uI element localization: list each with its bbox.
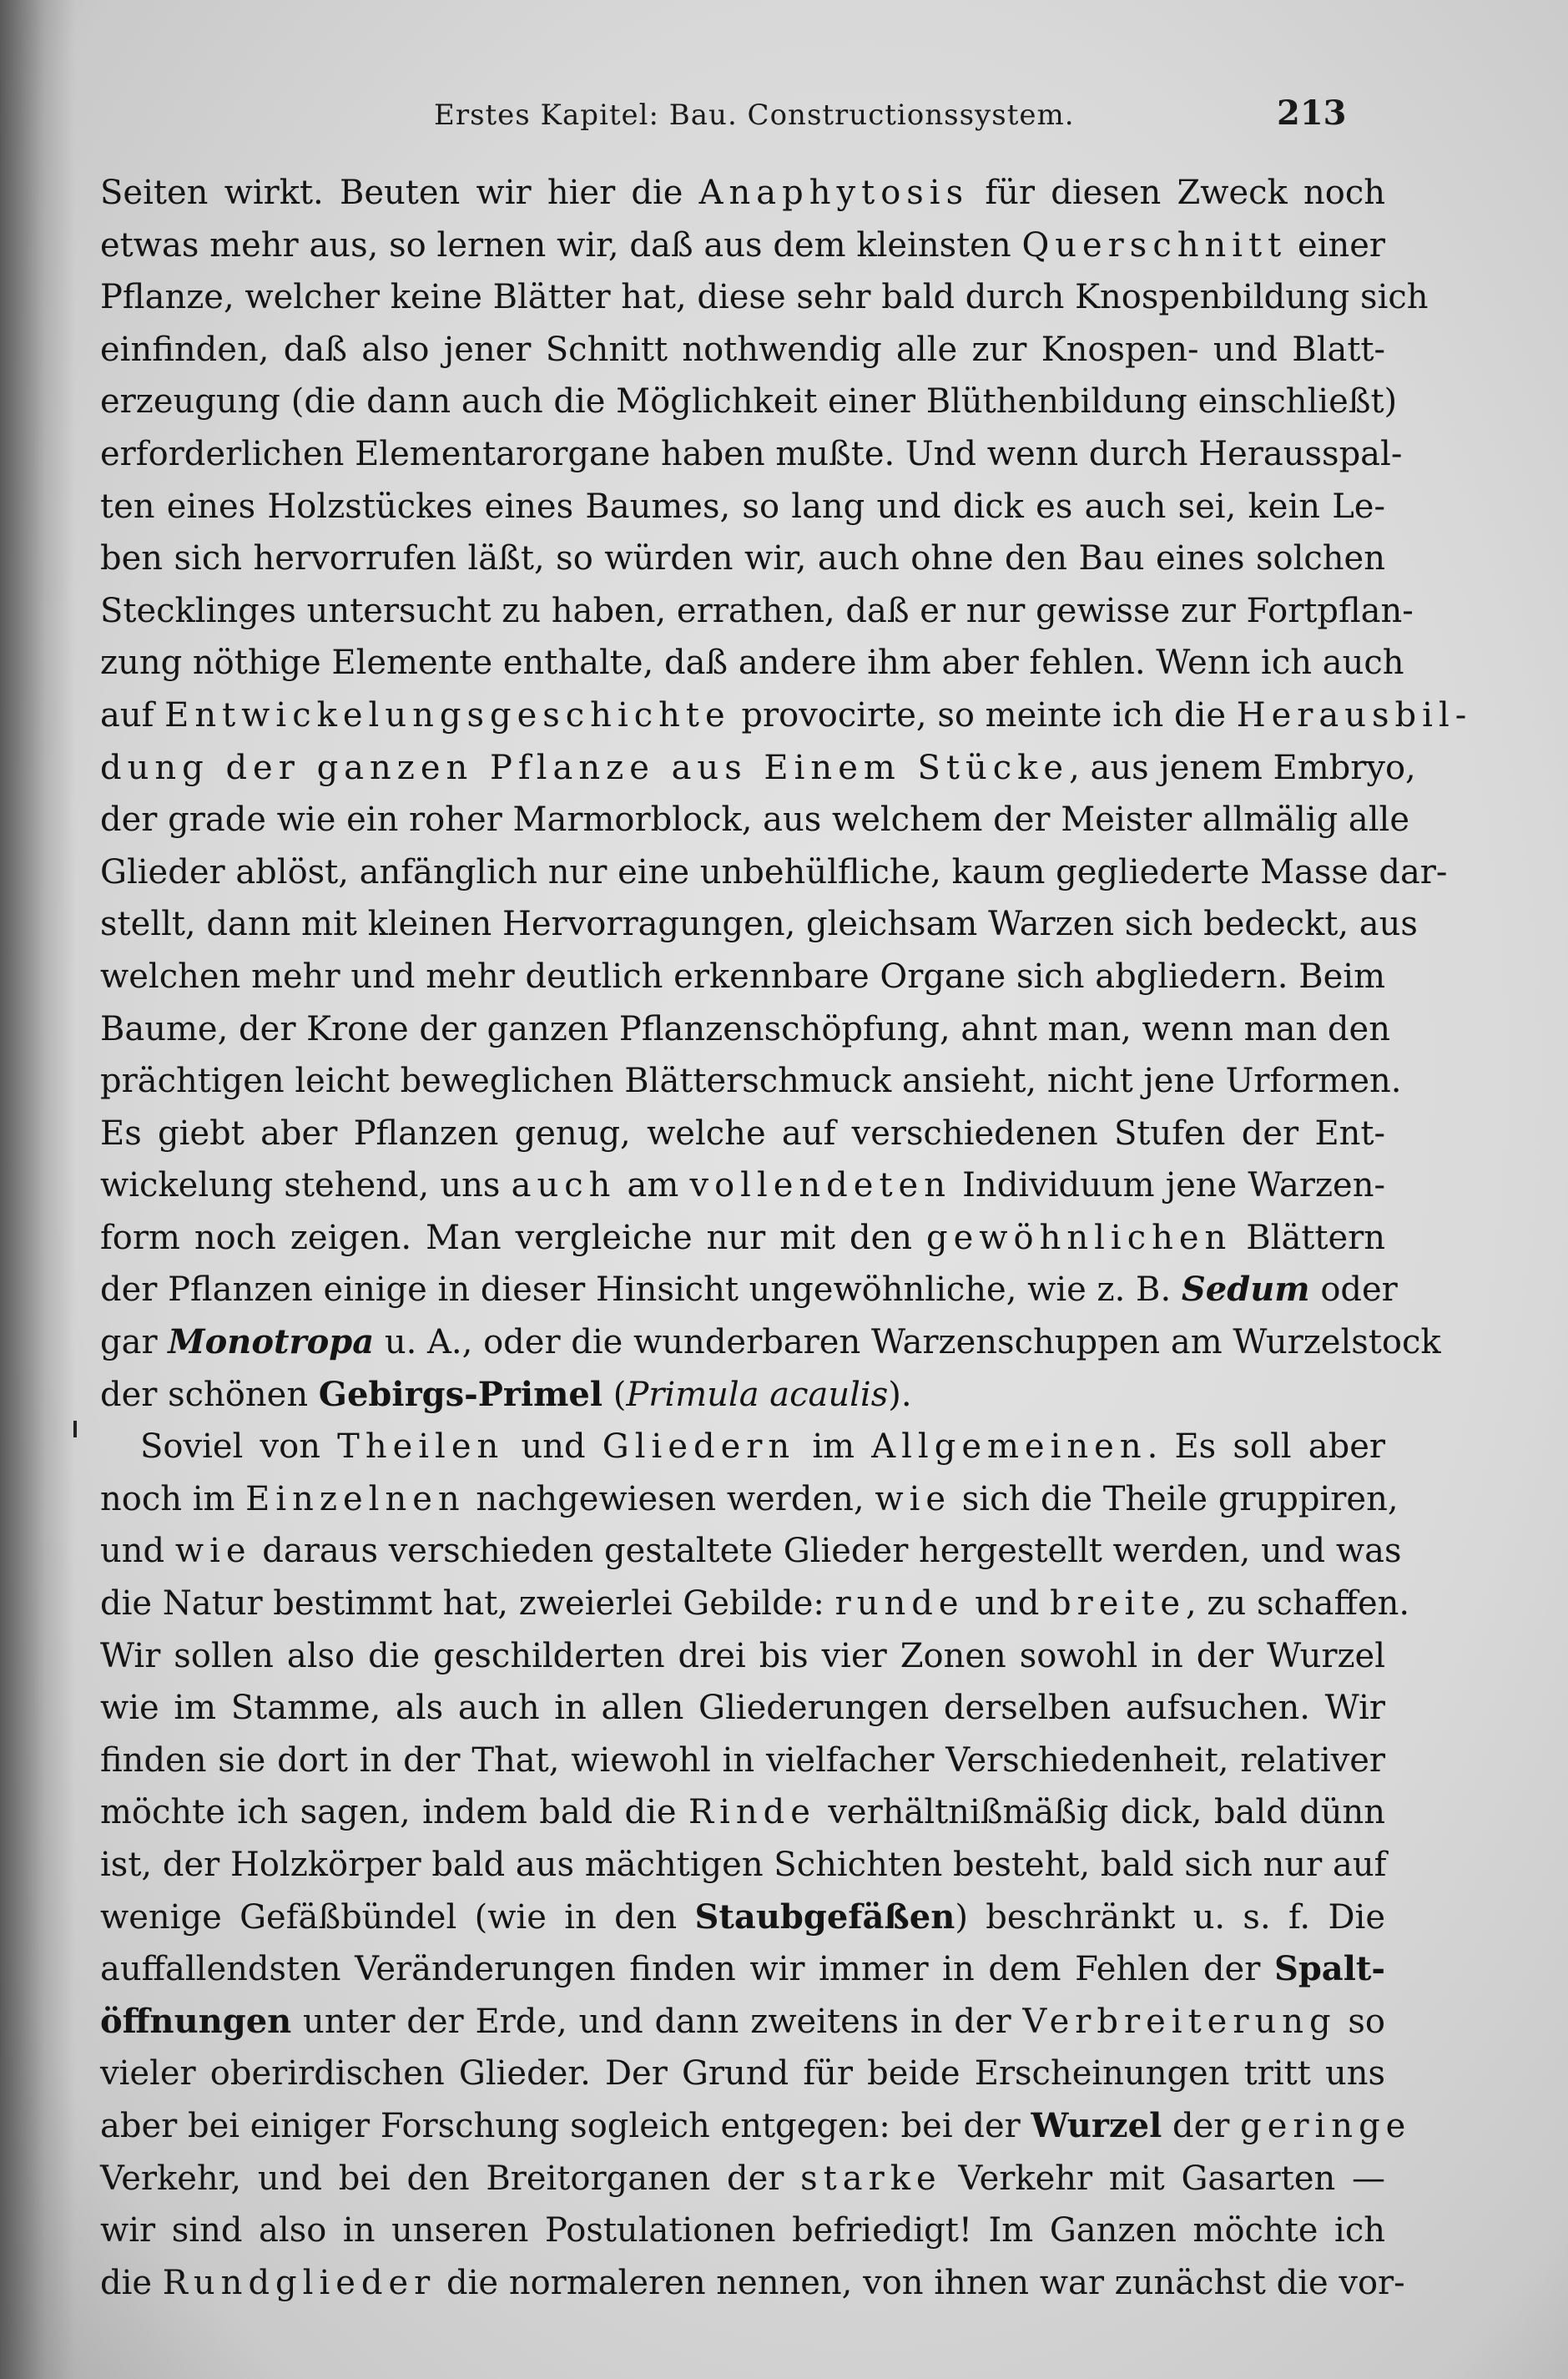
text-line bbox=[100, 1108, 1385, 1160]
text-line bbox=[100, 167, 1385, 220]
emphasized-text: Entwickelungsgeschichte bbox=[164, 695, 731, 735]
text-segment: der grade wie ein roher Marmorblock, aus welchem der Meister allmälig alle bbox=[100, 801, 1410, 840]
text-line bbox=[100, 2048, 1385, 2100]
text-segment: der Pflanzen einige in dieser Hinsicht ungewöhnliche, wie z. B. bbox=[100, 1270, 1182, 1310]
text-line bbox=[100, 1003, 1390, 1056]
text-segment: etwas mehr aus, so lernen wir, daß aus dem kleinsten bbox=[100, 225, 1022, 265]
emphasized-text: wie bbox=[174, 1532, 252, 1571]
text-segment: im bbox=[795, 1427, 872, 1467]
text-line bbox=[100, 1316, 1441, 1369]
emphasized-text: Anaphytosis bbox=[698, 174, 970, 212]
emphasized-text: Verbreiterung bbox=[1022, 2002, 1337, 2041]
emphasized-text: Querschnitt bbox=[1021, 225, 1288, 265]
emphasized-text: Staubgefäßen bbox=[694, 1897, 955, 1937]
text-segment: ). bbox=[888, 1375, 912, 1414]
emphasized-text: Rinde bbox=[688, 1793, 816, 1832]
text-line bbox=[100, 1682, 1385, 1735]
text-line bbox=[100, 637, 1404, 689]
text-segment: Soviel von bbox=[140, 1427, 338, 1467]
text-segment: ist, der Holzkörper bald aus mächtigen Schichten besteht, bald sich nur auf bbox=[100, 1846, 1387, 1884]
emphasized-text: Monotropa bbox=[168, 1322, 375, 1362]
text-segment: gar bbox=[100, 1323, 169, 1362]
emphasized-text: Theilen bbox=[337, 1427, 505, 1467]
emphasized-text: auch bbox=[511, 1166, 617, 1205]
emphasized-text: geringe bbox=[1240, 2106, 1412, 2145]
text-segment: für diesen Zweck noch bbox=[969, 174, 1385, 212]
text-line bbox=[100, 271, 1429, 324]
text-segment: Es giebt aber Pflanzen genug, welche auf verschiedenen Stufen der Ent- bbox=[100, 1114, 1385, 1153]
text-segment: , zu schaffen. bbox=[1186, 1584, 1410, 1624]
text-line bbox=[100, 1421, 1385, 1473]
emphasized-text: Rundglieder bbox=[162, 2263, 436, 2302]
text-segment: am bbox=[616, 1166, 690, 1205]
text-segment: u. A., oder die wunderbaren Warzenschuppen am Wurzelstock bbox=[374, 1323, 1441, 1362]
emphasized-text: Primula acaulis bbox=[626, 1375, 889, 1414]
text-segment: stellt, dann mit kleinen Hervorragungen, gleichsam Warzen sich bedeckt, aus bbox=[100, 905, 1418, 944]
text-segment: aber bei einiger Forschung sogleich entgegen: bei der bbox=[100, 2106, 1031, 2145]
text-segment: Individuum jene Warzen- bbox=[950, 1166, 1385, 1205]
emphasized-text: vollendeten bbox=[689, 1166, 951, 1205]
emphasized-text: Gliedern bbox=[602, 1427, 796, 1467]
text-segment: form noch zeigen. Man vergleiche nur mit den bbox=[100, 1218, 926, 1257]
emphasized-text: runde bbox=[834, 1584, 965, 1624]
text-segment: der schönen bbox=[100, 1375, 319, 1414]
text-line bbox=[100, 1892, 1385, 1944]
text-segment: ten eines Holzstückes eines Baumes, so lang und dick es auch sei, kein Le- bbox=[100, 487, 1385, 526]
text-segment: möchte ich sagen, indem bald die bbox=[100, 1793, 688, 1832]
text-segment: finden sie dort in der That, wiewohl in vielfacher Verschiedenheit, relativer bbox=[100, 1740, 1385, 1780]
text-segment: wenige Gefäßbündel (wie in den bbox=[100, 1897, 695, 1937]
emphasized-text: Herausbil- bbox=[1236, 695, 1473, 735]
text-segment: Pflanze, welcher keine Blätter hat, diese sehr bald durch Knospenbildung sich bbox=[100, 278, 1429, 317]
text-segment: ( bbox=[602, 1375, 627, 1414]
text-line bbox=[100, 1055, 1402, 1108]
text-segment: einer bbox=[1287, 225, 1386, 265]
text-line bbox=[100, 846, 1448, 899]
text-segment: oder bbox=[1309, 1270, 1398, 1310]
text-segment: und bbox=[964, 1584, 1051, 1624]
text-segment: Wir sollen also die geschilderten drei bis vier Zonen sowohl in der Wurzel bbox=[100, 1636, 1385, 1675]
text-segment: und bbox=[100, 1532, 175, 1571]
text-line bbox=[100, 689, 1473, 742]
text-segment: erzeugung (die dann auch die Möglichkeit einer Blüthenbildung einschließt) bbox=[100, 382, 1398, 422]
emphasized-text: gewöhnlichen bbox=[926, 1218, 1233, 1257]
text-segment: auffallendsten Veränderungen finden wir immer in dem Fehlen der bbox=[100, 1950, 1274, 1989]
text-segment: , aus jenem Embryo, bbox=[1069, 748, 1416, 787]
text-segment: die bbox=[100, 2263, 163, 2302]
emphasized-text: Gebirgs-Primel bbox=[318, 1374, 603, 1414]
text-line bbox=[100, 1786, 1385, 1839]
text-segment: Verkehr, und bei den Breitorganen der bbox=[100, 2159, 801, 2198]
text-segment: wir sind also in unseren Postulationen befriedigt! Im Ganzen möchte ich bbox=[100, 2211, 1385, 2250]
text-line bbox=[100, 1159, 1385, 1212]
text-segment: zung nöthige Elemente enthalte, daß andere ihm aber fehlen. Wenn ich auch bbox=[100, 644, 1404, 683]
text-line bbox=[100, 2153, 1385, 2205]
text-line bbox=[100, 951, 1385, 1003]
text-line bbox=[100, 1735, 1385, 1787]
text-segment: Glieder ablöst, anfänglich nur eine unbehülfliche, kaum gegliederte Masse dar- bbox=[100, 852, 1448, 891]
text-segment: prächtigen leicht beweglichen Blätterschmuck ansieht, nicht jene Urformen. bbox=[100, 1062, 1402, 1101]
emphasized-text: Sedum bbox=[1181, 1270, 1310, 1310]
emphasized-text: öffnungen bbox=[100, 2001, 292, 2041]
text-segment: der bbox=[1162, 2106, 1241, 2145]
text-line bbox=[100, 1578, 1410, 1630]
text-segment: so bbox=[1336, 2002, 1385, 2041]
text-line bbox=[100, 1996, 1385, 2048]
text-line bbox=[100, 2257, 1405, 2310]
text-line bbox=[100, 533, 1385, 585]
text-segment: wickelung stehend, uns bbox=[100, 1166, 512, 1205]
text-segment: Verkehr mit Gasarten — bbox=[941, 2159, 1386, 2198]
emphasized-text: Spalt- bbox=[1273, 1949, 1385, 1989]
text-segment: sich die Theile gruppiren, bbox=[951, 1479, 1399, 1518]
emphasized-text: breite bbox=[1050, 1584, 1186, 1624]
text-line bbox=[100, 1943, 1385, 1996]
text-line bbox=[100, 1839, 1385, 1892]
text-segment: und bbox=[504, 1427, 602, 1467]
page-number: 213 bbox=[1277, 93, 1347, 133]
text-segment: Baume, der Krone der ganzen Pflanzenschöpfung, ahnt man, wenn man den bbox=[100, 1009, 1390, 1048]
text-segment: auf bbox=[100, 695, 165, 735]
stray-print-mark bbox=[73, 1421, 77, 1437]
text-line bbox=[100, 481, 1385, 533]
text-segment: die Natur bestimmt hat, zweierlei Gebilde: bbox=[100, 1584, 835, 1624]
text-segment: daraus verschieden gestaltete Glieder hergestellt werden, und was bbox=[251, 1532, 1402, 1571]
emphasized-text: dung der ganzen Pflanze aus Einem Stücke bbox=[100, 748, 1070, 787]
text-line bbox=[100, 1264, 1398, 1316]
text-line bbox=[100, 2205, 1385, 2257]
text-line bbox=[100, 1212, 1385, 1265]
text-segment: provocirte, so meinte ich die bbox=[730, 695, 1237, 735]
text-segment: ben sich hervorrufen läßt, so würden wir, auch ohne den Bau eines solchen bbox=[100, 539, 1385, 578]
emphasized-text: Einzelnen bbox=[245, 1479, 466, 1518]
emphasized-text: starke bbox=[800, 2159, 942, 2198]
text-segment: einfinden, daß also jener Schnitt nothwendig alle zur Knospen- und Blatt- bbox=[100, 330, 1385, 369]
text-line bbox=[100, 220, 1385, 272]
text-line bbox=[100, 1369, 1385, 1422]
text-segment: Blättern bbox=[1232, 1218, 1386, 1257]
text-line bbox=[100, 428, 1403, 481]
text-segment: unter der Erde, und dann zweitens in der bbox=[291, 2002, 1023, 2041]
text-segment: . Es soll aber bbox=[1147, 1427, 1386, 1467]
body-text bbox=[100, 167, 1473, 2309]
binding-shadow bbox=[0, 0, 75, 2379]
text-line bbox=[100, 376, 1398, 428]
text-segment: nachgewiesen werden, bbox=[465, 1479, 875, 1518]
text-line bbox=[100, 1525, 1402, 1578]
text-segment: Seiten wirkt. Beuten wir hier die bbox=[100, 174, 699, 212]
text-segment: verhältnißmäßig dick, bald dünn bbox=[815, 1793, 1385, 1832]
text-segment: Stecklinges untersucht zu haben, errathen, daß er nur gewisse zur Fortpflan- bbox=[100, 591, 1414, 630]
text-line bbox=[100, 898, 1418, 951]
text-line bbox=[100, 742, 1416, 795]
text-segment: wie im Stamme, als auch in allen Gliederungen derselben aufsuchen. Wir bbox=[100, 1689, 1385, 1728]
text-segment: erforderlichen Elementarorgane haben mußte. Und wenn durch Herausspal- bbox=[100, 434, 1403, 473]
emphasized-text: wie bbox=[875, 1479, 952, 1518]
emphasized-text: Allgemeinen bbox=[871, 1427, 1147, 1467]
text-line bbox=[100, 794, 1410, 846]
text-segment: ) beschränkt u. s. f. Die bbox=[955, 1897, 1385, 1937]
text-line bbox=[100, 2100, 1412, 2153]
text-segment: welchen mehr und mehr deutlich erkennbare Organe sich abgliedern. Beim bbox=[100, 957, 1385, 996]
running-header bbox=[0, 93, 1568, 144]
text-line bbox=[100, 1473, 1399, 1526]
text-segment: vieler oberirdischen Glieder. Der Grund für beide Erscheinungen tritt uns bbox=[100, 2054, 1385, 2094]
text-line bbox=[100, 1630, 1385, 1683]
text-line bbox=[100, 324, 1385, 376]
running-header-title: Erstes Kapitel: Bau. Constructionssystem. bbox=[434, 98, 1075, 132]
text-segment: noch im bbox=[100, 1479, 246, 1518]
emphasized-text: Wurzel bbox=[1031, 2105, 1162, 2145]
text-segment: die normaleren nennen, von ihnen war zunächst die vor- bbox=[436, 2263, 1405, 2302]
text-line bbox=[100, 585, 1414, 638]
